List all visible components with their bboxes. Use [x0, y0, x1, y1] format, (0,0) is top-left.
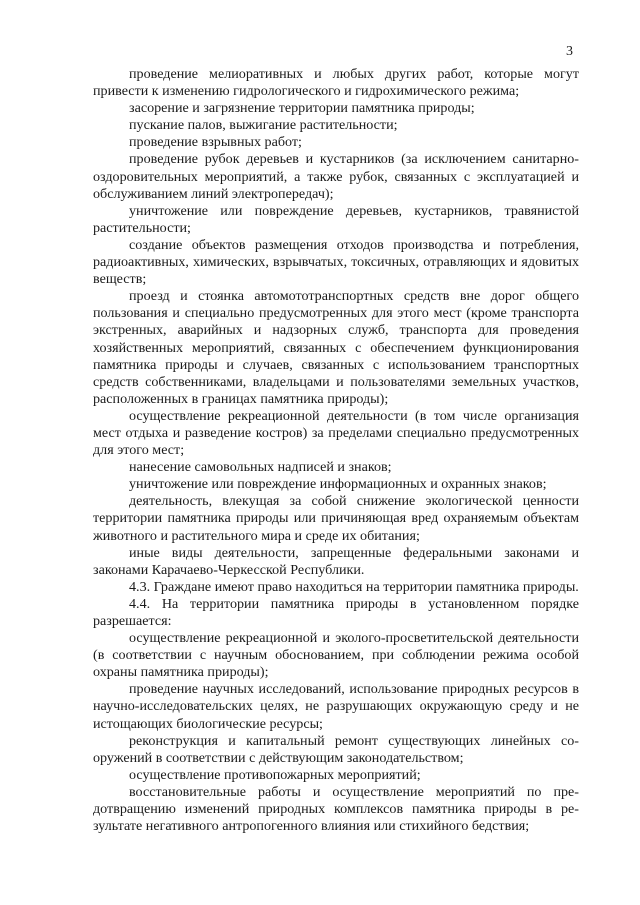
- paragraph: проведение научных исследований, использование природных ресурсов в научно-исследовательских целях, не разрушающих окружающую среду и не истощающих биологические ресурсы;: [93, 681, 579, 732]
- paragraph: проведение рубок деревьев и кустарников (за исключением санитарно-оздоровительных мероприятий, а также рубок, связанных с эксплуатацией и обслуживанием линий электропередач);: [93, 151, 579, 202]
- paragraph: проезд и стоянка автомототранспортных средств вне дорог общего пользования и специально предусмотренных для этого мест (кроме транспорта экстренных, аварийных и надзорных служб, транспорта для проведения хозяйственных мероприятий, связанных с обеспечением функционирования памятника природы и случаев, связанных с использованием транспортных средств собственниками, владельцами и пользователями земельных участков, расположенных в границах памятника природы);: [93, 288, 579, 407]
- paragraph: проведение взрывных работ;: [129, 134, 302, 151]
- paragraph: реконструкция и капитальный ремонт существующих линейных сооружений в соответствии с действующим законодательством;: [93, 732, 579, 766]
- paragraph: проведение мелиоративных и любых других работ, которые могут привести к изменению гидрологического и гидрохимического режима;: [93, 66, 579, 100]
- paragraph: нанесение самовольных надписей и знаков;: [129, 459, 392, 476]
- paragraph: уничтожение или повреждение информационных и охранных знаков;: [129, 476, 547, 493]
- page-number: 3: [566, 44, 573, 59]
- section-paragraph-4-4: 4.4. На территории памятника природы в установленном порядке разрешается:: [93, 595, 579, 629]
- paragraph: осуществление рекреационной и эколого-просветительской деятельности (в соответствии с научным обоснованием, при соблюдении режима особой охраны памятника природы);: [93, 630, 579, 681]
- paragraph: осуществление противопожарных мероприятий;: [129, 766, 421, 783]
- paragraph: уничтожение или повреждение деревьев, кустарников, травянистой растительности;: [93, 202, 579, 236]
- paragraph: восстановительные работы и осуществление мероприятий по предотвращению изменений природных комплексов памятника природы в результате негативного антропогенного влияния или стихийного бедствия;: [93, 783, 579, 835]
- paragraph: осуществление рекреационной деятельности (в том числе организация мест отдыха и разведение костров) за пределами специально предусмотренных для этого мест;: [93, 407, 579, 459]
- paragraph: создание объектов размещения отходов производства и потребления, радиоактивных, химических, взрывчатых, токсичных, отравляющих и ядовитых веществ;: [93, 236, 579, 288]
- paragraph: деятельность, влекущая за собой снижение экологической ценности территории памятника природы или причиняющая вред охраняемым объектам животного и растительного мира и среде их обитания;: [93, 493, 579, 544]
- document-text-body: [93, 66, 579, 835]
- paragraph: иные виды деятельности, запрещенные федеральными законами и законами Карачаево-Черкесской Республики.: [93, 544, 579, 578]
- paragraph: пускание палов, выжигание растительности;: [129, 117, 398, 134]
- section-paragraph-4-3: 4.3. Граждане имеют право находиться на территории памятника природы.: [129, 578, 579, 595]
- paragraph: засорение и загрязнение территории памятника природы;: [129, 100, 475, 117]
